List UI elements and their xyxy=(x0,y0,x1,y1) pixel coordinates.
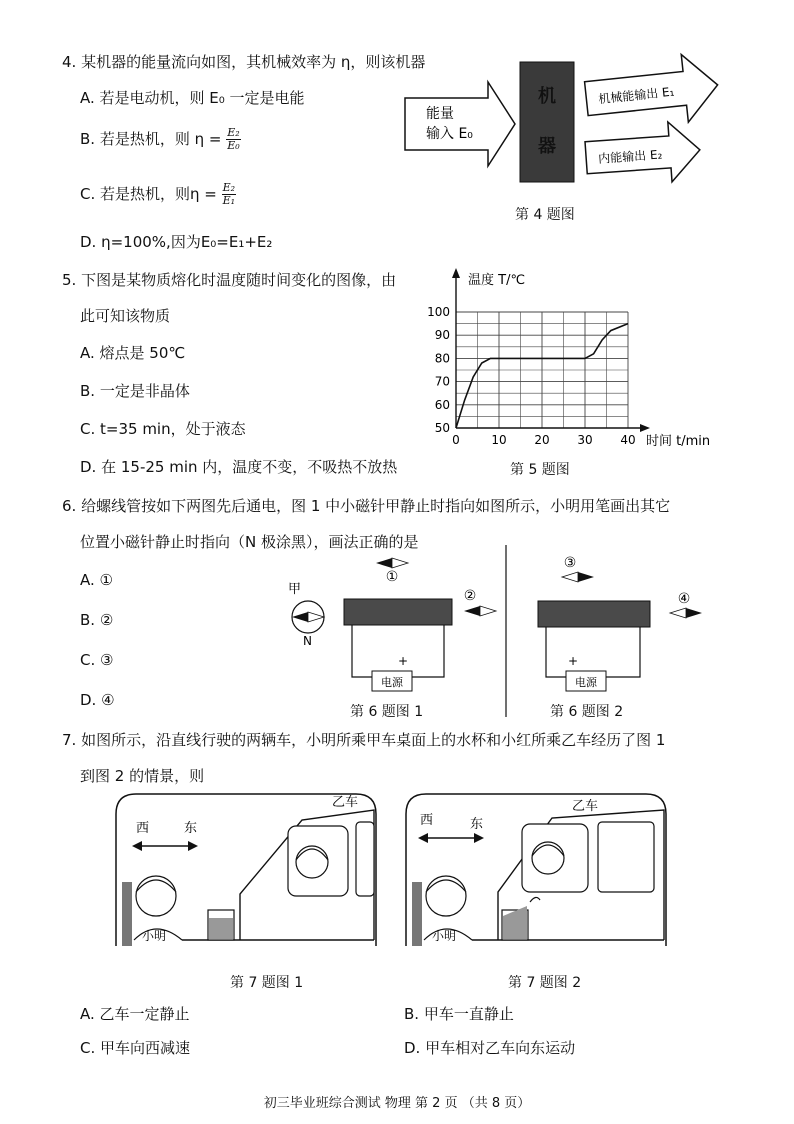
q4-option-b xyxy=(80,127,241,152)
direction-west-label: 西 xyxy=(136,821,150,836)
car-b-label: 乙车 xyxy=(332,795,359,810)
east-arrowhead-icon xyxy=(188,841,198,851)
needle-3-label: ③ xyxy=(563,555,577,571)
needle-2-label: ② xyxy=(463,588,477,604)
y-tick-label: 50 xyxy=(434,421,450,435)
solenoid-1 xyxy=(344,599,452,625)
q6-figure1-caption: 第 6 题图 1 xyxy=(350,704,424,720)
machine-block xyxy=(520,62,574,182)
needle-4-label: ④ xyxy=(677,591,691,607)
power-2-plus: + xyxy=(568,654,579,668)
q4-option-b-fraction xyxy=(226,127,240,152)
needle-1-icon xyxy=(376,558,392,568)
compass-jia-label: 甲 xyxy=(288,582,302,597)
q7-option-a: A. 乙车一定静止 xyxy=(80,1005,190,1023)
fraction-numerator: E₂ xyxy=(222,181,236,194)
seat-back xyxy=(412,882,422,946)
needle-3-tail xyxy=(562,572,578,582)
direction-east-label: 东 xyxy=(470,817,484,832)
q7-option-b: B. 甲车一直静止 xyxy=(404,1005,514,1023)
machine-char-2: 器 xyxy=(538,136,556,157)
q6-option-a: A. ① xyxy=(80,571,113,589)
x-tick-label: 30 xyxy=(577,433,593,447)
chart-tick-labels xyxy=(427,305,636,447)
output-label-bottom: 内能输出 E₂ xyxy=(597,147,663,166)
solenoid-2 xyxy=(538,601,650,627)
xiaoming-label: 小明 xyxy=(432,929,457,943)
car-b-rear-window xyxy=(356,822,374,896)
q7-figure1-caption: 第 7 题图 1 xyxy=(230,975,304,991)
y-tick-label: 60 xyxy=(434,397,450,412)
q4-option-c xyxy=(80,182,236,207)
seat-back xyxy=(122,882,132,946)
y-tick-label: 100 xyxy=(427,305,450,319)
y-axis-arrow-icon xyxy=(452,268,460,278)
input-label-line2: 输入 E₀ xyxy=(426,126,473,142)
xiaoming-label: 小明 xyxy=(142,929,167,943)
needle-1-label: ① xyxy=(385,569,399,585)
output-label-top: 机械能输出 E₁ xyxy=(597,84,676,107)
wire-2-left xyxy=(546,627,566,677)
x-tick-label: 0 xyxy=(452,433,460,447)
chart-axes xyxy=(452,268,650,432)
q6-option-b: B. ② xyxy=(80,611,114,629)
car-b-rear-window xyxy=(598,822,654,892)
q7-option-d: D. 甲车相对乙车向东运动 xyxy=(404,1039,576,1057)
car-scene-2 xyxy=(402,790,670,950)
water-level xyxy=(209,918,233,939)
east-arrowhead-icon xyxy=(474,833,484,843)
x-tick-label: 20 xyxy=(534,433,550,447)
x-tick-label: 10 xyxy=(491,433,507,447)
fraction-denominator: E₁ xyxy=(222,194,236,207)
chart-grid xyxy=(456,312,628,428)
fraction-numerator: E₂ xyxy=(227,126,240,139)
needle-3-icon xyxy=(578,572,594,582)
needle-4-tail xyxy=(670,608,686,618)
needle-2-tail xyxy=(480,606,496,616)
q6-figure2-caption: 第 6 题图 2 xyxy=(550,704,624,720)
input-arrow xyxy=(405,82,515,166)
q4-option-d: D. η=100%,因为E₀=E₁+E₂ xyxy=(80,233,273,251)
q6-stem-line1: 6. 给螺线管按如下两图先后通电，图 1 中小磁针甲静止时指向如图所示，小明用笔画出其它 xyxy=(62,497,671,515)
q4-option-b-text: B. 若是热机，则 η = xyxy=(80,130,222,148)
q6-option-d: D. ④ xyxy=(80,691,115,709)
q4-stem: 4. 某机器的能量流向如图，其机械效率为 η，则该机器 xyxy=(62,53,426,71)
x-tick-label: 40 xyxy=(620,433,636,447)
q7-option-c: C. 甲车向西减速 xyxy=(80,1039,191,1057)
energy-flow-diagram xyxy=(400,50,730,200)
x-axis-arrow-icon xyxy=(640,424,650,432)
needle-4-icon xyxy=(686,608,702,618)
q7-stem-line2: 到图 2 的情景，则 xyxy=(80,767,205,785)
west-arrowhead-icon xyxy=(132,841,142,851)
q5-option-c: C. t=35 min，处于液态 xyxy=(80,420,246,438)
q4-option-c-text: C. 若是热机，则η = xyxy=(80,185,217,203)
q5-option-b: B. 一定是非晶体 xyxy=(80,382,190,400)
y-tick-label: 70 xyxy=(434,374,450,389)
water-splash-icon xyxy=(530,897,540,902)
page-footer: 初三毕业班综合测试 物理 第 2 页 （共 8 页） xyxy=(263,1096,531,1111)
q5-option-d: D. 在 15-25 min 内，温度不变，不吸热不放热 xyxy=(80,458,398,476)
solenoid-diagrams xyxy=(280,545,720,720)
q6-stem-line2: 位置小磁针静止时指向（N 极涂黑），画法正确的是 xyxy=(80,533,419,551)
needle-2-icon xyxy=(464,606,480,616)
power-1-plus: + xyxy=(398,654,409,668)
q5-stem-line1: 5. 下图是某物质熔化时温度随时间变化的图像，由 xyxy=(62,271,397,289)
q6-option-c: C. ③ xyxy=(80,651,114,669)
q4-option-c-fraction xyxy=(222,182,236,207)
chart-x-axis-label: 时间 t/min xyxy=(646,434,711,449)
car-b-label: 乙车 xyxy=(572,799,599,814)
needle-1-tail xyxy=(392,558,408,568)
west-arrowhead-icon xyxy=(418,833,428,843)
melting-curve-chart xyxy=(420,264,720,454)
wire-1-left xyxy=(352,625,372,677)
direction-west-label: 西 xyxy=(420,813,434,828)
y-tick-label: 90 xyxy=(434,328,450,343)
compass-n-label: N xyxy=(303,634,312,648)
power-source-1-label: 电源 xyxy=(381,676,403,689)
q4-figure-caption: 第 4 题图 xyxy=(515,207,575,223)
input-label-line1: 能量 xyxy=(426,106,454,122)
machine-char-1: 机 xyxy=(538,86,556,107)
power-source-2-label: 电源 xyxy=(575,676,597,689)
car-scene-1 xyxy=(112,790,380,950)
q4-option-a: A. 若是电动机，则 E₀ 一定是电能 xyxy=(80,89,305,107)
wire-2-right xyxy=(606,627,640,677)
chart-y-axis-label: 温度 T/℃ xyxy=(468,273,526,288)
q5-figure-caption: 第 5 题图 xyxy=(510,462,570,478)
q5-option-a: A. 熔点是 50℃ xyxy=(80,344,186,362)
q7-stem-line1: 7. 如图所示，沿直线行驶的两辆车，小明所乘甲车桌面上的水杯和小红所乘乙车经历了图 1 xyxy=(62,731,666,749)
fraction-denominator: E₀ xyxy=(227,139,240,152)
q7-figure2-caption: 第 7 题图 2 xyxy=(508,975,582,991)
y-tick-label: 80 xyxy=(434,351,450,366)
wire-1-right xyxy=(412,625,444,677)
direction-east-label: 东 xyxy=(184,821,198,836)
q5-stem-line2: 此可知该物质 xyxy=(80,307,171,325)
